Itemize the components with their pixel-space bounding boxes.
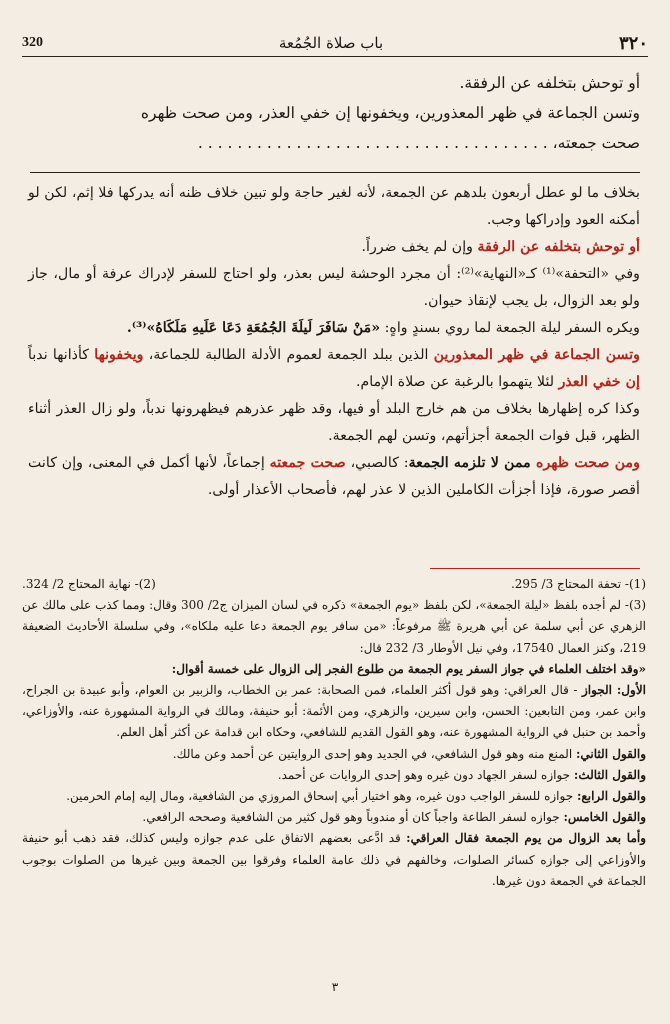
main-text-line: وتسن الجماعة في ظهر المعذورين، ويخفونها إن خفي العذر، ومن صحت ظهره bbox=[140, 104, 640, 122]
highlighted-matn: صحت جمعته bbox=[269, 455, 346, 471]
highlighted-matn: أو توحش بتخلفه عن الرفقة bbox=[477, 239, 640, 255]
page-number-arabic: ٣٢٠ bbox=[618, 32, 648, 54]
main-text-line: أو توحش بتخلفه عن الرفقة. bbox=[459, 74, 640, 92]
highlighted-matn: ويخفونها bbox=[94, 347, 144, 363]
footnote-opinion bbox=[22, 765, 646, 786]
opinion-text: قد ادَّعى بعضهم الاتفاق على عدم جوازه وليس كذلك، فقد ذهب أبو حنيفة والأوزاعي إلى جوازه كسائر الصلوات، وخالفهم في ذلك عامة العلماء وفرقوا بين الجمعة وبين غيرها من الصلوات بوجوب الجماعة في الجمعة دون غيرها. bbox=[22, 831, 646, 888]
opinion-label: والقول الرابع: bbox=[576, 789, 646, 804]
opinion-text: جوازه للسفر الواجب دون غيره، وهو اختيار أبي إسحاق المروزي من الشافعية، ومال إليه إمام الحرمين. bbox=[66, 789, 577, 804]
commentary-paragraph bbox=[28, 450, 640, 504]
opinion-text: جوازه لسفر الجهاد دون غيره وهو إحدى الروايات عن أحمد. bbox=[277, 767, 574, 782]
commentary-text: كأذانها ندباً bbox=[28, 347, 95, 363]
footnote-divider bbox=[430, 568, 640, 569]
main-text-line: صحت جمعته، . . . . . . . . . . . . . . . . . . . . . . . . . . . . . . . . . . . . bbox=[197, 134, 640, 152]
commentary-text: ويكره السفر ليلة الجمعة لما روي بسندٍ واهٍ: bbox=[380, 320, 640, 336]
commentary-paragraph bbox=[28, 342, 640, 396]
commentary-bold: ممن لا تلزمه الجمعة bbox=[408, 455, 537, 471]
highlighted-matn: ومن صحت ظهره bbox=[536, 455, 640, 471]
opinion-label: والقول الثاني: bbox=[576, 746, 646, 761]
footnote-2: (2)- نهاية المحتاج 2/ 324. bbox=[22, 577, 156, 591]
hadith-quote: «مَنْ سَافَرَ لَيلَةَ الجُمُعَةِ دَعَا عَلَيهِ مَلَكَاهُ»⁽³⁾. bbox=[126, 320, 381, 336]
footnote-row bbox=[22, 574, 646, 595]
page-footer-mark: ٣ bbox=[331, 980, 339, 994]
footnote-opinion bbox=[22, 680, 646, 744]
main-text bbox=[30, 68, 640, 158]
commentary-text: وإن لم يخف ضرراً. bbox=[361, 239, 478, 255]
commentary-text: إجماعاً، لأنها أكمل في المعنى، وإن كانت أقصر صورة، فإذا أجزأت الكاملين الذين لا عذر لهم، فأصحاب الأعذار أولى. bbox=[28, 455, 640, 498]
opinion-label: وأما بعد الزوال من يوم الجمعة فقال العراقي: bbox=[406, 831, 646, 846]
footnote-opinion bbox=[22, 786, 646, 807]
commentary-paragraph bbox=[28, 315, 640, 342]
opinion-label: والقول الثالث: bbox=[573, 767, 646, 782]
footnote-opinion bbox=[22, 807, 646, 828]
commentary-text: الذين ببلد الجمعة لعموم الأدلة الطالبة للجماعة، bbox=[143, 347, 434, 363]
highlighted-matn: إن خفي العذر bbox=[558, 374, 640, 390]
opinion-label: والقول الخامس: bbox=[563, 810, 646, 825]
footnote-1: (1)- تحفة المحتاج 3/ 295. bbox=[510, 577, 646, 591]
footnote-opinion bbox=[22, 744, 646, 765]
section-divider bbox=[30, 172, 640, 173]
commentary-text: : كالصبي، bbox=[345, 455, 409, 471]
footnotes bbox=[22, 574, 646, 892]
page-number-latin: 320 bbox=[22, 35, 43, 50]
commentary-paragraph: وكذا كره إظهارها بخلاف من هم خارج البلد أو فيها، وقد ظهر عذرهم فيظهرونها ندباً، ولو زال العذر أثناء الظهر، قبل فوات الجمعة أجزأتهم، وتسن لهم الجمعة. bbox=[28, 401, 640, 444]
commentary-paragraph: وفي «التحفة»⁽¹⁾ كـ«النهاية»⁽²⁾: أن مجرد الوحشة ليس بعذر، ولو احتاج للسفر لإدراك عرفة أو مال، جاز ولو بعد الزوال، بل يجب لإنقاذ حيوان. bbox=[28, 266, 640, 309]
commentary bbox=[28, 180, 640, 504]
footnote-3-heading: «وقد اختلف العلماء في جواز السفر يوم الجمعة من طلوع الفجر إلى الزوال على خمسة أقوال: bbox=[171, 661, 646, 676]
opinion-label: الأول: الجواز bbox=[581, 683, 646, 698]
opinion-text: - قال العراقي: وهو قول أكثر العلماء، فمن الصحابة: عمر بن الخطاب، والزبير بن العوام، وأبو عبيدة بن الجراح، وابن عمر، ومن التابعين: الحسن، وابن سيرين، والزهري، ومن الأئمة: أبو حنيفة، ومالك في الرواية المشهورة عنه، والأوزاعي، وأحمد بن حنبل في الرواية المشهورة عنه، وهو القول القديم للشافعي، وحكاه ابن قدامة عن أكثر أهل العلم. bbox=[22, 683, 646, 740]
commentary-paragraph: بخلاف ما لو عطل أربعون بلدهم عن الجمعة، لأنه لغير حاجة ولو تبين خلاف ظنه أنه يدركها فلا إثم، لكن لو أمكنه العود وإدراكها وجب. bbox=[28, 185, 640, 228]
highlighted-matn: وتسن الجماعة في ظهر المعذورين bbox=[433, 347, 640, 363]
opinion-text: جوازه لسفر الطاعة واجباً كان أو مندوباً وهو قول كثير من الشافعية وصححه الرافعي. bbox=[142, 810, 564, 825]
chapter-title: باب صلاة الجُمُعة bbox=[278, 34, 384, 52]
commentary-paragraph bbox=[28, 234, 640, 261]
opinion-text: المنع منه وهو قول الشافعي، في الجديد وهو إحدى الروايتين عن أحمد وعن مالك. bbox=[172, 746, 576, 761]
footnote-3: (3)- لم أجده بلفظ «ليلة الجمعة»، لكن بلفظ «يوم الجمعة» ذكره في لسان الميزان ج2/ 300 وقال: ومما كذب على مالك عن الزهري عن أبي سلمة عن أبي هريرة ﷺ مرفوعاً: «من سافر يوم الجمعة دعا عليه ملكاه»، وفي سلسلة الأحاديث الضعيفة 219، وكنز العمال 17540، وفي نيل الأوطار 3/ 232 قال: bbox=[22, 598, 646, 655]
page-header bbox=[22, 30, 648, 57]
commentary-text: لئلا يتهموا بالرغبة عن صلاة الإمام. bbox=[356, 374, 559, 390]
footnote-opinion bbox=[22, 828, 646, 892]
